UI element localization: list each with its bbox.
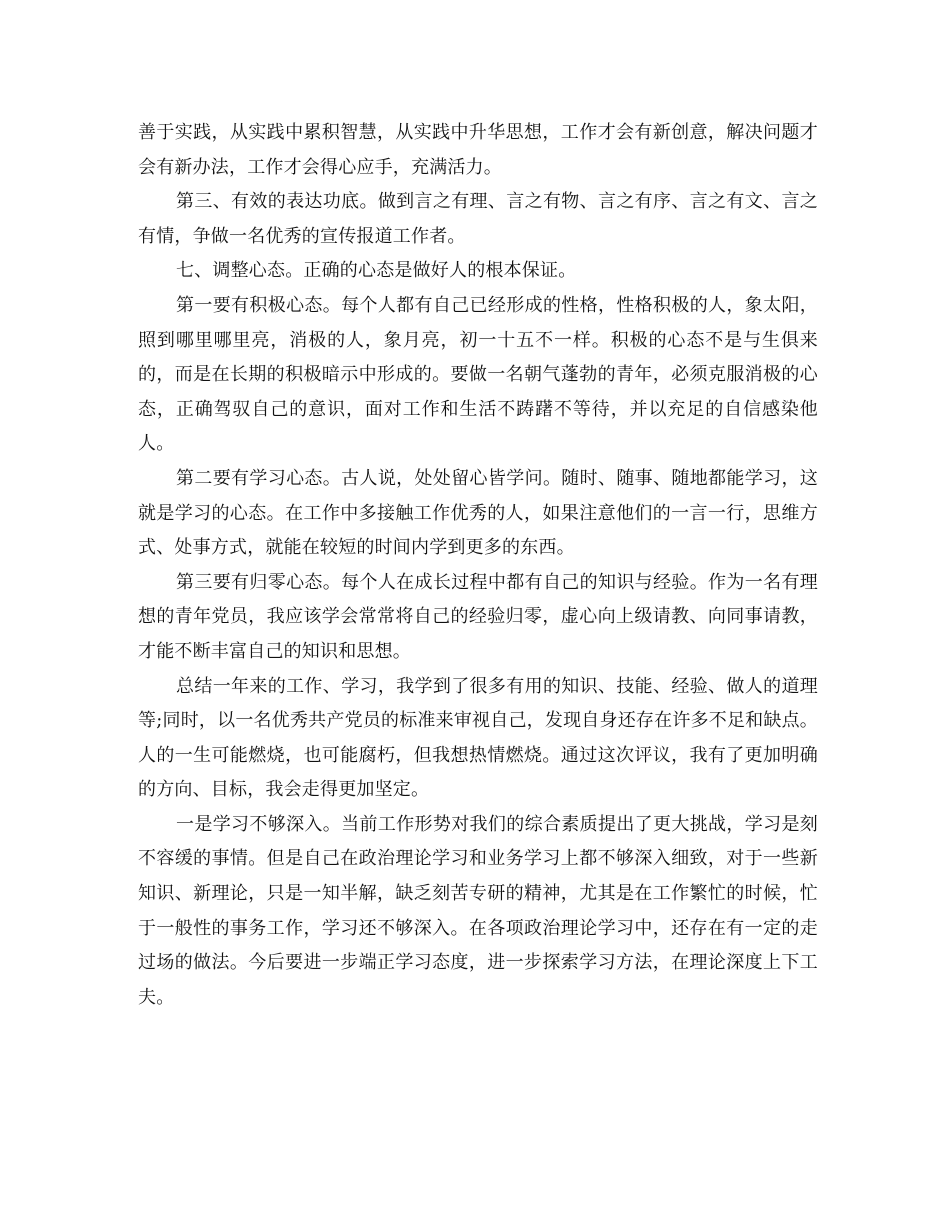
paragraph-learning-mindset: 第二要有学习心态。古人说，处处留心皆学问。随时、随事、随地都能学习，这就是学习的心态。在工作中多接触工作优秀的人，如果注意他们的一言一行，思维方式、处事方式，就能在较短的时间内学到更多的东西。 — [138, 467, 818, 559]
paragraph-positive-mindset: 第一要有积极心态。每个人都有自己已经形成的性格，性格积极的人，象太阳，照到哪里哪里亮，消极的人，象月亮，初一十五不一样。积极的心态不是与生俱来的，而是在长期的积极暗示中形成的。要做一名朝气蓬勃的青年，必须克服消极的心态，正确驾驭自己的意识，面对工作和生活不踌躇不等待，并以充足的自信感染他人。 — [138, 294, 818, 455]
paragraph-expression-skill: 第三、有效的表达功底。做到言之有理、言之有物、言之有序、言之有文、言之有情，争做一名优秀的宣传报道工作者。 — [138, 191, 818, 247]
paragraph-year-summary: 总结一年来的工作、学习，我学到了很多有用的知识、技能、经验、做人的道理等;同时，以一名优秀共产党员的标准来审视自己，发现自身还存在许多不足和缺点。人的一生可能燃烧，也可能腐朽，但我想热情燃烧。通过这次评议，我有了更加明确的方向、目标，我会走得更加坚定。 — [138, 675, 818, 801]
paragraph-section-heading: 七、调整心态。正确的心态是做好人的根本保证。 — [176, 260, 577, 282]
paragraph-zero-mindset: 第三要有归零心态。每个人在成长过程中都有自己的知识与经验。作为一名有理想的青年党员，我应该学会常常将自己的经验归零，虚心向上级请教、向同事请教，才能不断丰富自己的知识和思想。 — [138, 571, 818, 662]
document-body — [138, 116, 818, 1015]
paragraph-learning-shortcoming: 一是学习不够深入。当前工作形势对我们的综合素质提出了更大挑战，学习是刻不容缓的事情。但是自己在政治理论学习和业务学习上都不够深入细致，对于一些新知识、新理论，只是一知半解，缺乏刻苦专研的精神，尤其是在工作繁忙的时候，忙于一般性的事务工作，学习还不够深入。在各项政治理论学习中，还存在有一定的走过场的做法。今后要进一步端正学习态度，进一步探索学习方法，在理论深度上下工夫。 — [138, 813, 818, 1008]
paragraph-continuation: 善于实践，从实践中累积智慧，从实践中升华思想，工作才会有新创意，解决问题才会有新办法，工作才会得心应手，充满活力。 — [138, 122, 818, 178]
